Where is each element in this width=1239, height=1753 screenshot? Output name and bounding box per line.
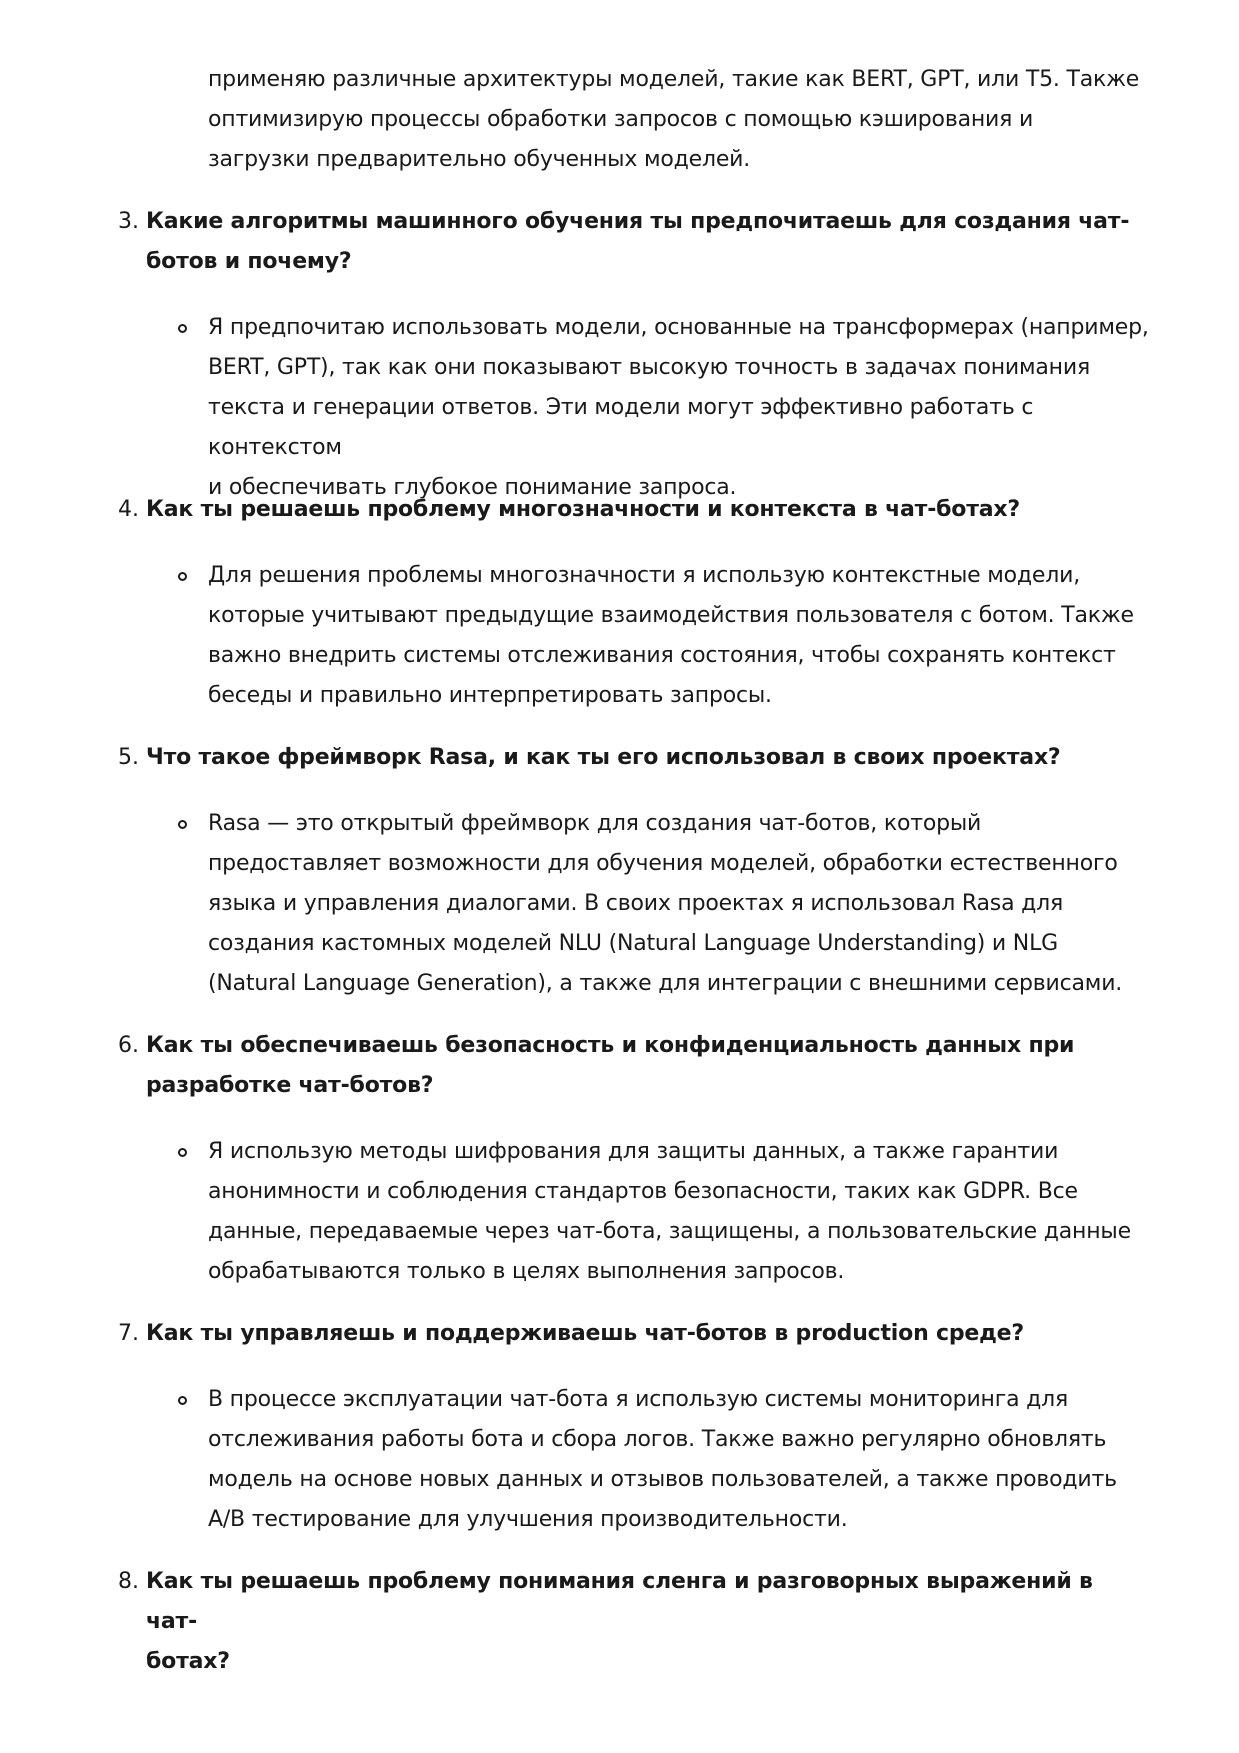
answer-line: языка и управления диалогами. В своих проектах я использовал Rasa для	[208, 891, 1064, 916]
answer-line: оптимизирую процессы обработки запросов с помощью кэширования и	[208, 107, 1034, 132]
circle-bullet-icon	[178, 572, 187, 581]
answer-line: (Natural Language Generation), а также для интеграции с внешними сервисами.	[208, 971, 1123, 996]
answer-line: и обеспечивать глубокое понимание запроса.	[208, 475, 737, 500]
intro-answer	[208, 60, 1168, 180]
answer-line: анонимности и соблюдения стандартов безопасности, таких как GDPR. Все	[208, 1179, 1078, 1204]
answer-line: отслеживания работы бота и сбора логов. Также важно регулярно обновлять	[208, 1427, 1107, 1452]
question-line: Как ты решаешь проблему многозначности и контекста в чат-ботах?	[146, 497, 1020, 522]
answer-text	[208, 556, 1168, 716]
circle-bullet-icon	[178, 820, 187, 829]
answer-line: Я использую методы шифрования для защиты данных, а также гарантии	[208, 1139, 1059, 1164]
answer-line: обрабатываются только в целях выполнения запросов.	[208, 1259, 845, 1284]
answer-line: предоставляет возможности для обучения моделей, обработки естественного	[208, 851, 1118, 876]
question-number: 7.	[118, 1321, 139, 1346]
answer-line: модель на основе новых данных и отзывов пользователей, а также проводить	[208, 1467, 1117, 1492]
answer-line: применяю различные архитектуры моделей, такие как BERT, GPT, или T5. Также	[208, 67, 1140, 92]
question-line: Как ты управляешь и поддерживаешь чат-ботов в production среде?	[146, 1321, 1024, 1346]
answer-text	[208, 308, 1168, 508]
question-line: разработке чат-ботов?	[146, 1073, 434, 1098]
circle-bullet-icon	[178, 324, 187, 333]
circle-bullet-icon	[178, 1148, 187, 1157]
question-line: Как ты обеспечиваешь безопасность и конфиденциальность данных при	[146, 1033, 1075, 1058]
question-line: Что такое фреймворк Rasa, и как ты его использовал в своих проектах?	[146, 745, 1061, 770]
question-title	[146, 1562, 1146, 1682]
answer-line: загрузки предварительно обученных моделей.	[208, 147, 751, 172]
question-title	[146, 1026, 1146, 1106]
answer-text	[208, 804, 1168, 1004]
answer-line: A/B тестирование для улучшения производительности.	[208, 1507, 848, 1532]
answer-line: создания кастомных моделей NLU (Natural Language Understanding) и NLG	[208, 931, 1058, 956]
question-title	[146, 202, 1146, 282]
question-number: 3.	[118, 209, 139, 234]
answer-text	[208, 1380, 1168, 1540]
answer-line: данные, передаваемые через чат-бота, защищены, а пользовательские данные	[208, 1219, 1131, 1244]
question-line: Как ты решаешь проблему понимания сленга и разговорных выражений в чат-	[146, 1569, 1093, 1634]
answer-line: Я предпочитаю использовать модели, основанные на трансформерах (например,	[208, 315, 1149, 340]
answer-line: беседы и правильно интерпретировать запросы.	[208, 683, 772, 708]
answer-line: текста и генерации ответов. Эти модели могут эффективно работать с контекстом	[208, 395, 1034, 460]
question-title	[146, 738, 1146, 778]
question-line: Какие алгоритмы машинного обучения ты предпочитаешь для создания чат-	[146, 209, 1130, 234]
answer-line: важно внедрить системы отслеживания состояния, чтобы сохранять контекст	[208, 643, 1116, 668]
question-number: 4.	[118, 497, 139, 522]
circle-bullet-icon	[178, 1396, 187, 1405]
question-line: ботах?	[146, 1649, 230, 1674]
question-title	[146, 1314, 1146, 1354]
answer-line: BERT, GPT), так как они показывают высокую точность в задачах понимания	[208, 355, 1090, 380]
answer-line: Rasa — это открытый фреймворк для создания чат-ботов, который	[208, 811, 982, 836]
question-number: 8.	[118, 1569, 139, 1594]
question-title	[146, 490, 1146, 530]
question-number: 5.	[118, 745, 139, 770]
question-line: ботов и почему?	[146, 249, 352, 274]
question-number: 6.	[118, 1033, 139, 1058]
answer-line: В процессе эксплуатации чат-бота я использую системы мониторинга для	[208, 1387, 1069, 1412]
answer-line: которые учитывают предыдущие взаимодействия пользователя с ботом. Также	[208, 603, 1134, 628]
answer-text	[208, 1132, 1168, 1292]
answer-line: Для решения проблемы многозначности я использую контекстные модели,	[208, 563, 1080, 588]
